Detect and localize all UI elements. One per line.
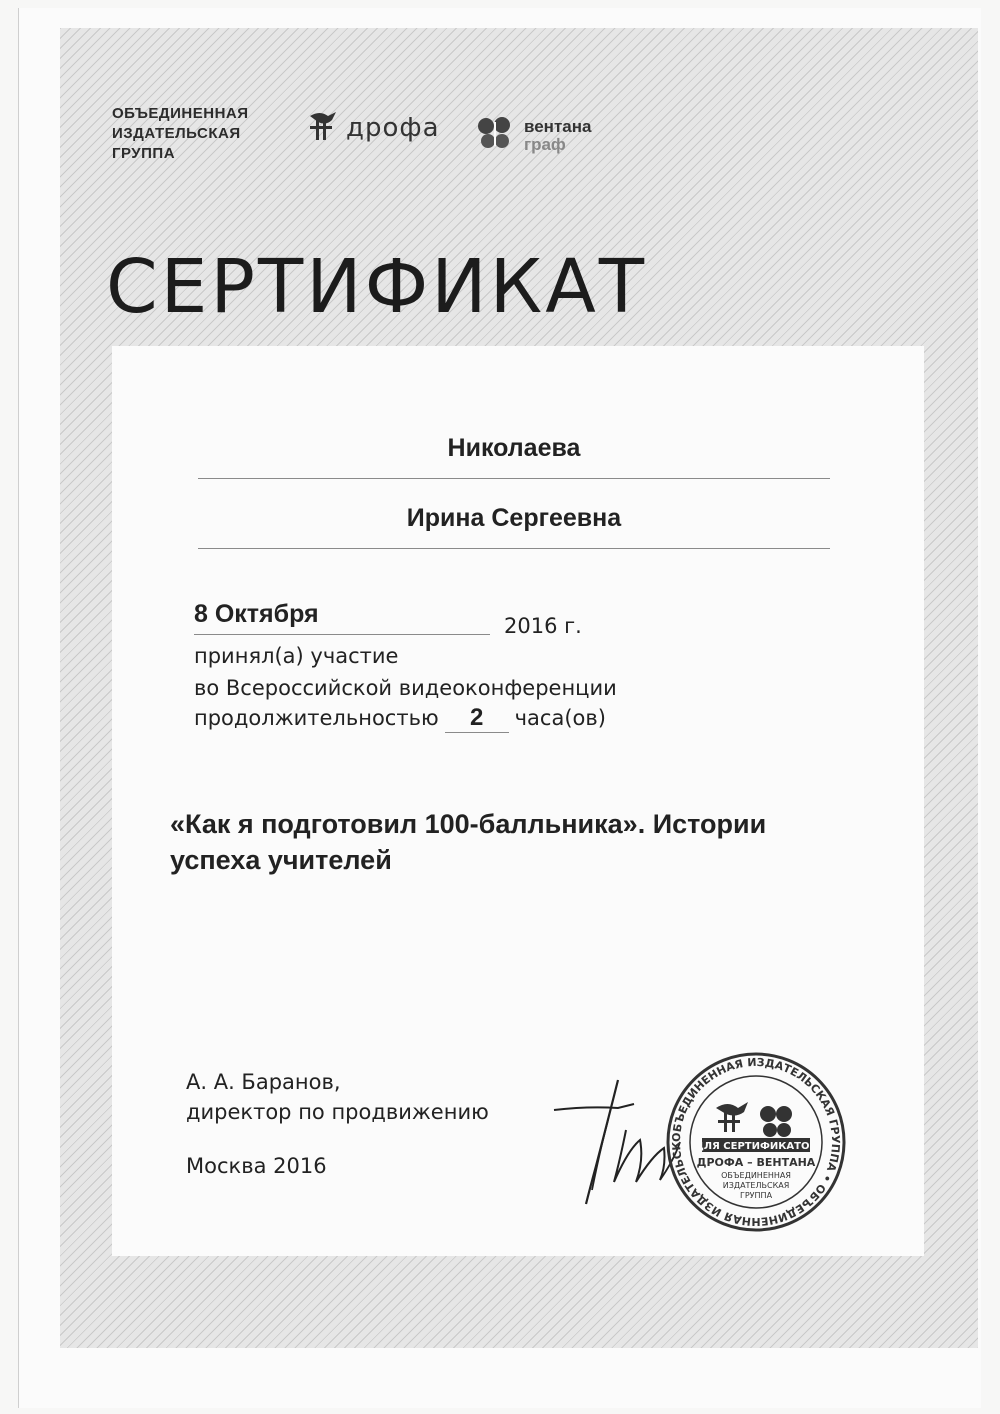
participation-text: принял(а) участие — [194, 644, 399, 668]
drofa-wordmark: дрофа — [346, 112, 440, 143]
graf-wordmark: граф — [524, 134, 566, 154]
duration-unit: часа(ов) — [514, 706, 606, 730]
event-year: 2016 г. — [504, 614, 582, 638]
certificate-title: СЕРТИФИКАТ — [106, 244, 648, 330]
publisher-group-name: ОБЪЕДИНЕННАЯ ИЗДАТЕЛЬСКАЯ ГРУППА — [112, 105, 249, 162]
ventana-butterfly-icon — [476, 116, 516, 155]
event-title: «Как я подготовил 100-балльника». Истории успеха учителей — [170, 809, 767, 875]
stamp-line-1: ДРОФА – ВЕНТАНА — [696, 1156, 816, 1169]
event-type-text: во Всероссийской видеоконференции — [194, 676, 617, 700]
duration-line — [194, 704, 606, 733]
ventana-wordmark: вентана — [524, 116, 592, 136]
drofa-logo — [306, 108, 440, 147]
event-date: 8 Октября — [194, 600, 490, 635]
ventana-graf-logo — [476, 116, 591, 155]
stamp-line-4: ГРУППА — [739, 1191, 773, 1200]
signer-name: А. А. Баранов, — [186, 1070, 341, 1094]
recipient-given-names: Ирина Сергеевна — [198, 504, 830, 549]
drofa-bird-icon — [306, 108, 342, 147]
stamp-outer-text: ОБЪЕДИНЕННАЯ ИЗДАТЕЛЬСКАЯ ГРУППА • ОБЪЕДИНЕННАЯ ИЗДАТЕЛЬСК — [669, 1055, 843, 1229]
signer-role: директор по продвижению — [186, 1100, 489, 1124]
stamp-line-2: ОБЪЕДИНЕННАЯ — [721, 1171, 791, 1180]
stamp-line-3: ИЗДАТЕЛЬСКАЯ — [722, 1181, 790, 1190]
official-stamp — [664, 1050, 848, 1239]
duration-label: продолжительностью — [194, 706, 439, 730]
stamp-emblem — [716, 1102, 792, 1137]
stamp-middle-text: ДЛЯ СЕРТИФИКАТОВ — [694, 1141, 818, 1152]
duration-value: 2 — [445, 704, 509, 733]
city-year: Москва 2016 — [186, 1154, 327, 1178]
recipient-surname: Николаева — [198, 434, 830, 479]
